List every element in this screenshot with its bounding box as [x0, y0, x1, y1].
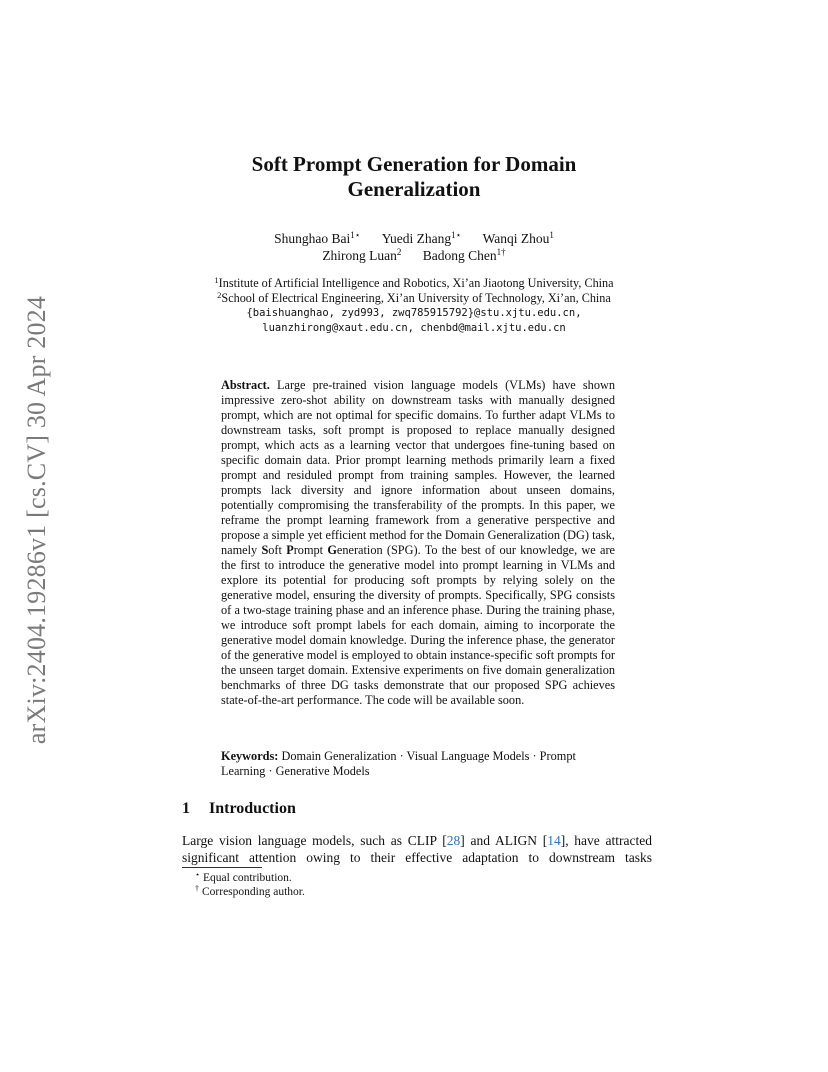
email-line-2: luanzhirong@xaut.edu.cn, chenbd@mail.xjtu.edu.cn: [262, 322, 566, 334]
paper-title: [0, 152, 828, 202]
author: Wanqi Zhou$^1$: [482, 230, 554, 246]
footnotes: [195, 871, 305, 899]
intro-paragraph: Large vision language models, such as CLIP [28] and ALIGN [14], have attracted significant attention owing to their effective adaptation to downstream tasks: [182, 833, 652, 865]
arxiv-identifier: [22, 285, 52, 755]
abstract-text-2: eneration (SPG). To the best of our knowledge, we are the first to introduce the generative model into prompt learning in VLMs and explore its potential for producing soft prompts by relying solely on the generative model, ensuring the diversity of prompts. Specifically, SPG consists of a two-stage training phase and an inference phase. During the training phase, we introduce soft prompt labels for each domain, aiming to incorporate the generative model domain knowledge. During the inference phase, the generator of the generative model is employed to obtain instance-specific soft prompts for the unseen target domain. Extensive experiments on five domain generalization benchmarks of three DG tasks demonstrate that our proposed SPG achieves state-of-the-art performance. The code will be available soon.: [221, 543, 615, 707]
author: Shunghao Bai$^{1⋆}$: [274, 230, 361, 246]
section-number: 1: [182, 800, 190, 817]
title-line-1: Soft Prompt Generation for Domain: [251, 152, 577, 176]
abstract-text-1: Large pre-trained vision language models (VLMs) have shown impressive zero-shot ability on downstream tasks with manually designed prompt, which are not optimal for specific domains. To further adapt VLMs to downstream tasks, soft prompt is proposed to replace manually designed prompt, which acts as a learning vector that undergoes fine-tuning based on specific domain data. Prior prompt learning methods primarily learn a fixed prompt and residuled prompt from training samples. However, the learned prompts lack diversity and ignore information about unseen domains, potentially compromising the transferability of the prompts. In this paper, we reframe the prompt learning framework from a generative perspective and propose a simple yet efficient method for the Domain Generalization (DG) task, namely: [221, 378, 616, 557]
abstract: Abstract. Large pre-trained vision language models (VLMs) have shown impressive zero-shot ability on downstream tasks with manually designed prompt, which are not optimal for specific domains. To further adapt VLMs to downstream tasks, soft prompt is proposed to replace manually designed prompt, which acts as a learning vector that undergoes fine-tuning based on specific domain data. Prior prompt learning methods primarily learn a fixed prompt and residuled prompt from training samples. However, the learned prompts lack diversity and ignore information about unseen domains, potentially compromising the transferability of the prompts. In this paper, we reframe the prompt learning framework from a generative perspective and propose a simple yet efficient method for the Domain Generalization (DG) task, namely Soft Prompt Generation (SPG). To the best of our knowledge, we are the first to introduce the generative model into prompt learning in VLMs and explore its potential for producing soft prompts by relying solely on the generative model, ensuring the diversity of prompts. Specifically, SPG consists of a two-stage training phase and an inference phase. During the training phase, we introduce soft prompt labels for each domain, aiming to incorporate the generative model domain knowledge. During the inference phase, the generator of the generative model is employed to obtain instance-specific soft prompts for the unseen target domain. Extensive experiments on five domain generalization benchmarks of three DG tasks demonstrate that our proposed SPG achieves state-of-the-art performance. The code will be available soon.: [221, 378, 616, 707]
author: Zhirong Luan$^2$: [322, 247, 402, 263]
keywords-label: Keywords:: [221, 749, 279, 763]
citation-link[interactable]: 28: [446, 833, 461, 848]
section-title: Introduction: [209, 800, 296, 817]
author: Yuedi Zhang$^{1⋆}$: [381, 230, 462, 246]
abstract-label: Abstract.: [221, 378, 270, 392]
author: Badong Chen$^{1\dagger}$: [422, 247, 506, 263]
affiliation-2: $^2$School of Electrical Engineering, Xi’an University of Technology, Xi’an, China: [217, 290, 611, 305]
citation-link[interactable]: 14: [547, 833, 561, 848]
email-line-1: {baishuanghao, zyd993, zwq785915792}@stu.xjtu.edu.cn,: [246, 307, 582, 319]
arxiv-identifier-text: arXiv:2404.19286v1 [cs.CV] 30 Apr 2024: [22, 295, 51, 745]
footnote: ⋆ Equal contribution.: [195, 870, 292, 884]
author-row-2: [0, 247, 828, 264]
footnote-divider: [182, 867, 262, 868]
keywords: Keywords: Domain Generalization · Visual Language Models · Prompt Learning · Generative Models: [221, 749, 576, 778]
author-row-1: [0, 230, 828, 247]
section-heading: [182, 800, 296, 818]
title-line-2: Generalization: [347, 177, 481, 201]
affiliations: [0, 276, 828, 336]
author-list: [0, 230, 828, 264]
footnote: † Corresponding author.: [195, 884, 305, 898]
affiliation-1: $^1$Institute of Artificial Intelligence and Robotics, Xi’an Jiaotong University, China: [214, 275, 614, 290]
